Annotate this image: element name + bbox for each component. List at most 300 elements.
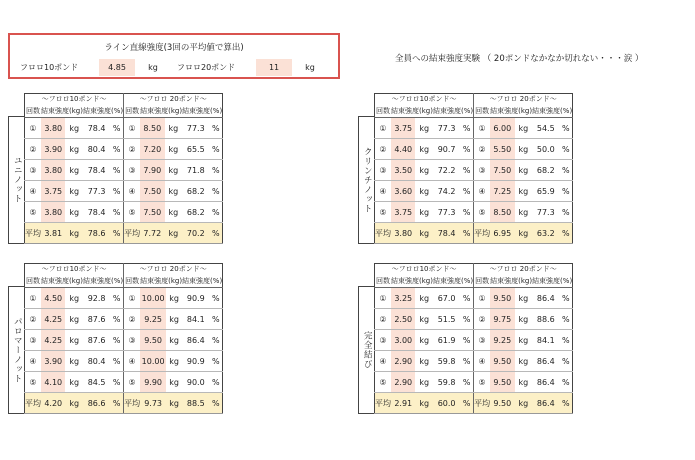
pct-unit: % (210, 309, 223, 330)
ratio-20lb-value: 88.6 (532, 309, 559, 330)
table-row (25, 309, 223, 330)
ratio-20lb-value: 71.8 (182, 160, 209, 181)
avg-ratio-10lb: 86.6 (83, 393, 110, 414)
kg-unit: kg (415, 118, 433, 139)
ratio-10lb-value: 67.0 (433, 288, 460, 309)
kg-unit: kg (166, 393, 182, 414)
avg-ratio-20lb: 63.2 (532, 223, 559, 244)
count-header: 回数 (474, 274, 491, 288)
strength-10lb-value: 2.90 (391, 351, 415, 372)
avg-ratio-20lb: 88.5 (182, 393, 209, 414)
strength-20lb-value: 8.50 (490, 202, 514, 223)
pct-unit: % (210, 393, 223, 414)
average-row (375, 393, 573, 414)
kg-unit: kg (415, 309, 433, 330)
kg-unit: kg (415, 181, 433, 202)
line-strength-summary (8, 33, 340, 79)
strength-20lb-value: 6.00 (490, 118, 514, 139)
kg-unit: kg (415, 288, 433, 309)
avg-strength-10lb: 2.91 (391, 393, 415, 414)
ratio-10lb-value: 51.5 (433, 309, 460, 330)
fluoro20-unit: kg (305, 62, 315, 72)
strength-10lb-value: 2.90 (391, 372, 415, 393)
kg-unit: kg (515, 160, 533, 181)
average-label: 平均 (375, 393, 392, 414)
ratio-20lb-value: 65.5 (182, 139, 209, 160)
avg-ratio-20lb: 70.2 (182, 223, 209, 244)
ratio-header: 結束強度(%) (83, 104, 124, 118)
group20-caption: 〜フロロ 20ポンド〜 (124, 264, 223, 275)
strength-20lb-value: 7.50 (490, 160, 514, 181)
pct-unit: % (460, 181, 473, 202)
kg-unit: kg (65, 139, 83, 160)
ratio-20lb-value: 86.4 (532, 351, 559, 372)
knot-table (24, 93, 223, 244)
strength-20lb-value: 9.50 (490, 351, 514, 372)
pct-unit: % (110, 372, 123, 393)
ratio-20lb-value: 84.1 (182, 309, 209, 330)
knot-name: パロマーノット (8, 286, 24, 414)
kg-unit: kg (415, 223, 433, 244)
trial-number: ① (375, 118, 392, 139)
kg-unit: kg (65, 372, 83, 393)
pct-unit: % (560, 223, 573, 244)
pct-unit: % (210, 181, 223, 202)
pct-unit: % (110, 202, 123, 223)
ratio-header: 結束強度(%) (182, 104, 223, 118)
pct-unit: % (110, 330, 123, 351)
pct-unit: % (460, 393, 473, 414)
pct-unit: % (460, 372, 473, 393)
ratio-20lb-value: 86.4 (532, 288, 559, 309)
ratio-20lb-value: 65.9 (532, 181, 559, 202)
kg-unit: kg (415, 160, 433, 181)
kg-unit: kg (65, 393, 83, 414)
kg-unit: kg (165, 181, 183, 202)
strength-20lb-value: 8.50 (140, 118, 164, 139)
trial-number: ⑤ (124, 202, 141, 223)
ratio-header: 結束強度(%) (83, 274, 124, 288)
pct-unit: % (460, 330, 473, 351)
average-label: 平均 (375, 223, 392, 244)
trial-number: ③ (25, 160, 42, 181)
table-row (25, 181, 223, 202)
trial-number: ④ (474, 351, 491, 372)
group20-caption: 〜フロロ 20ポンド〜 (474, 94, 573, 105)
group10-caption: 〜フロロ10ポンド〜 (41, 95, 107, 103)
pct-unit: % (110, 181, 123, 202)
table-row (375, 181, 573, 202)
kg-unit: kg (415, 372, 433, 393)
trial-number: ② (25, 139, 42, 160)
trial-number: ② (375, 139, 392, 160)
pct-unit: % (110, 393, 123, 414)
kg-unit: kg (415, 139, 433, 160)
avg-strength-10lb: 3.81 (41, 223, 65, 244)
strength-header: 結束強度(kg) (391, 104, 433, 118)
ratio-10lb-value: 80.4 (83, 351, 110, 372)
pct-unit: % (210, 118, 223, 139)
pct-unit: % (460, 139, 473, 160)
kg-unit: kg (165, 223, 183, 244)
kg-unit: kg (65, 351, 83, 372)
trial-number: ④ (375, 351, 392, 372)
kg-unit: kg (65, 223, 83, 244)
pct-unit: % (210, 160, 223, 181)
fluoro20-label: フロロ20ポンド (177, 62, 236, 72)
trial-number: ③ (124, 160, 141, 181)
table-row (25, 351, 223, 372)
ratio-header: 結束強度(%) (433, 104, 474, 118)
ratio-10lb-value: 72.2 (433, 160, 460, 181)
table-row (375, 372, 573, 393)
strength-20lb-value: 9.25 (490, 330, 514, 351)
knot-name: クリンチノット (358, 116, 374, 244)
strength-10lb-value: 4.40 (391, 139, 415, 160)
trial-number: ① (25, 288, 42, 309)
ratio-10lb-value: 84.5 (83, 372, 110, 393)
ratio-header: 結束強度(%) (433, 274, 474, 288)
trial-number: ② (25, 309, 42, 330)
pct-unit: % (460, 351, 473, 372)
ratio-header: 結束強度(%) (532, 274, 573, 288)
ratio-20lb-value: 68.2 (182, 202, 209, 223)
strength-20lb-value: 9.25 (140, 309, 166, 330)
strength-header: 結束強度(kg) (41, 274, 83, 288)
kg-unit: kg (515, 202, 533, 223)
ratio-header: 結束強度(%) (182, 274, 223, 288)
fluoro10-value: 4.85 (99, 59, 135, 76)
strength-10lb-value: 3.90 (41, 351, 65, 372)
trial-number: ② (375, 309, 392, 330)
pct-unit: % (460, 309, 473, 330)
kg-unit: kg (515, 223, 533, 244)
kg-unit: kg (166, 330, 182, 351)
kg-unit: kg (166, 309, 182, 330)
average-row (375, 223, 573, 244)
ratio-10lb-value: 78.4 (83, 202, 110, 223)
strength-20lb-value: 5.50 (490, 139, 514, 160)
kg-unit: kg (515, 330, 533, 351)
pct-unit: % (560, 202, 573, 223)
table-row (25, 372, 223, 393)
trial-number: ④ (124, 351, 141, 372)
trial-number: ⑤ (474, 372, 491, 393)
ratio-10lb-value: 61.9 (433, 330, 460, 351)
count-header: 回数 (474, 104, 491, 118)
strength-20lb-value: 7.90 (140, 160, 164, 181)
pct-unit: % (460, 160, 473, 181)
table-row (375, 330, 573, 351)
pct-unit: % (560, 309, 573, 330)
fluoro10-unit: kg (148, 62, 158, 72)
pct-unit: % (560, 330, 573, 351)
trial-number: ③ (474, 330, 491, 351)
kg-unit: kg (65, 330, 83, 351)
pct-unit: % (210, 372, 223, 393)
strength-10lb-value: 3.80 (41, 160, 65, 181)
strength-10lb-value: 3.75 (391, 118, 415, 139)
kg-unit: kg (515, 351, 533, 372)
strength-20lb-value: 9.75 (490, 309, 514, 330)
table-row (375, 309, 573, 330)
average-label: 平均 (25, 223, 42, 244)
kg-unit: kg (65, 288, 83, 309)
ratio-20lb-value: 90.9 (182, 351, 209, 372)
experiment-title: 全員への結束強度実験 （ 20ポンドなかなか切れない・・・涙 ） (395, 54, 644, 64)
knot-table (374, 93, 573, 244)
average-row (25, 393, 223, 414)
count-header: 回数 (124, 274, 141, 288)
strength-10lb-value: 3.90 (41, 139, 65, 160)
table-row (375, 202, 573, 223)
pct-unit: % (560, 393, 573, 414)
avg-ratio-20lb: 86.4 (532, 393, 559, 414)
ratio-10lb-value: 77.3 (433, 202, 460, 223)
avg-strength-10lb: 4.20 (41, 393, 65, 414)
pct-unit: % (110, 160, 123, 181)
strength-20lb-value: 9.50 (490, 372, 514, 393)
table-row (375, 160, 573, 181)
trial-number: ④ (474, 181, 491, 202)
strength-10lb-value: 3.75 (41, 181, 65, 202)
ratio-10lb-value: 77.3 (83, 181, 110, 202)
kg-unit: kg (165, 118, 183, 139)
ratio-10lb-value: 77.3 (433, 118, 460, 139)
summary-row (20, 58, 328, 76)
trial-number: ② (124, 309, 141, 330)
trial-number: ⑤ (375, 202, 392, 223)
kg-unit: kg (165, 139, 183, 160)
trial-number: ③ (124, 330, 141, 351)
trial-number: ④ (124, 181, 141, 202)
trial-number: ① (124, 288, 141, 309)
count-header: 回数 (25, 274, 42, 288)
trial-number: ① (474, 118, 491, 139)
trial-number: ③ (375, 160, 392, 181)
kg-unit: kg (165, 160, 183, 181)
strength-10lb-value: 2.50 (391, 309, 415, 330)
ratio-10lb-value: 74.2 (433, 181, 460, 202)
knot-table (24, 263, 223, 414)
pct-unit: % (110, 309, 123, 330)
pct-unit: % (460, 202, 473, 223)
trial-number: ④ (25, 351, 42, 372)
strength-header: 結束強度(kg) (490, 274, 532, 288)
strength-header: 結束強度(kg) (391, 274, 433, 288)
trial-number: ① (375, 288, 392, 309)
kg-unit: kg (65, 309, 83, 330)
count-header: 回数 (124, 104, 141, 118)
ratio-20lb-value: 77.3 (532, 202, 559, 223)
average-label: 平均 (124, 393, 141, 414)
pct-unit: % (560, 181, 573, 202)
ratio-10lb-value: 80.4 (83, 139, 110, 160)
pct-unit: % (560, 118, 573, 139)
strength-20lb-value: 7.25 (490, 181, 514, 202)
ratio-20lb-value: 90.9 (182, 288, 209, 309)
trial-number: ⑤ (25, 372, 42, 393)
kg-unit: kg (415, 202, 433, 223)
group20-caption: 〜フロロ 20ポンド〜 (474, 264, 573, 275)
kg-unit: kg (515, 139, 533, 160)
strength-10lb-value: 4.50 (41, 288, 65, 309)
strength-10lb-value: 4.25 (41, 330, 65, 351)
fluoro20-value: 11 (256, 59, 292, 76)
pct-unit: % (460, 223, 473, 244)
kg-unit: kg (515, 288, 533, 309)
knot-name: 完全結び (358, 286, 374, 414)
avg-ratio-10lb: 78.6 (83, 223, 110, 244)
trial-number: ① (25, 118, 42, 139)
count-header: 回数 (375, 104, 392, 118)
trial-number: ⑤ (124, 372, 141, 393)
ratio-10lb-value: 87.6 (83, 309, 110, 330)
ratio-10lb-value: 87.6 (83, 330, 110, 351)
ratio-20lb-value: 50.0 (532, 139, 559, 160)
strength-20lb-value: 10.00 (140, 351, 166, 372)
ratio-20lb-value: 86.4 (532, 372, 559, 393)
table-row (25, 118, 223, 139)
table-row (25, 330, 223, 351)
strength-10lb-value: 3.00 (391, 330, 415, 351)
average-label: 平均 (25, 393, 42, 414)
pct-unit: % (210, 223, 223, 244)
kg-unit: kg (166, 372, 182, 393)
kg-unit: kg (415, 393, 433, 414)
strength-20lb-value: 9.90 (140, 372, 166, 393)
pct-unit: % (460, 288, 473, 309)
average-label: 平均 (474, 223, 491, 244)
strength-header: 結束強度(kg) (490, 104, 532, 118)
trial-number: ③ (25, 330, 42, 351)
pct-unit: % (210, 330, 223, 351)
trial-number: ④ (375, 181, 392, 202)
kg-unit: kg (515, 372, 533, 393)
kg-unit: kg (65, 160, 83, 181)
trial-number: ⑤ (25, 202, 42, 223)
kg-unit: kg (515, 309, 533, 330)
pct-unit: % (110, 223, 123, 244)
pct-unit: % (560, 288, 573, 309)
kg-unit: kg (65, 118, 83, 139)
table-row (375, 288, 573, 309)
table-row (25, 202, 223, 223)
ratio-20lb-value: 68.2 (182, 181, 209, 202)
trial-number: ① (474, 288, 491, 309)
avg-ratio-10lb: 60.0 (433, 393, 460, 414)
strength-20lb-value: 7.50 (140, 181, 164, 202)
kg-unit: kg (515, 118, 533, 139)
avg-strength-10lb: 3.80 (391, 223, 415, 244)
knot-table (374, 263, 573, 414)
strength-20lb-value: 9.50 (140, 330, 166, 351)
table-row (25, 160, 223, 181)
trial-number: ① (124, 118, 141, 139)
trial-number: ④ (25, 181, 42, 202)
ratio-10lb-value: 90.7 (433, 139, 460, 160)
trial-number: ③ (474, 160, 491, 181)
ratio-20lb-value: 77.3 (182, 118, 209, 139)
knot-name: ユニノット (8, 116, 24, 244)
pct-unit: % (210, 139, 223, 160)
strength-10lb-value: 3.80 (41, 202, 65, 223)
strength-header: 結束強度(kg) (140, 104, 182, 118)
summary-title: ライン直線強度(3回の平均値で算出) (104, 43, 244, 53)
strength-10lb-value: 4.10 (41, 372, 65, 393)
fluoro10-label: フロロ10ポンド (20, 62, 79, 72)
pct-unit: % (110, 139, 123, 160)
kg-unit: kg (515, 181, 533, 202)
kg-unit: kg (415, 351, 433, 372)
ratio-20lb-value: 86.4 (182, 330, 209, 351)
strength-20lb-value: 7.50 (140, 202, 164, 223)
trial-number: ⑤ (474, 202, 491, 223)
strength-20lb-value: 7.20 (140, 139, 164, 160)
ratio-20lb-value: 90.0 (182, 372, 209, 393)
table-row (25, 139, 223, 160)
strength-header: 結束強度(kg) (41, 104, 83, 118)
kg-unit: kg (165, 202, 183, 223)
avg-strength-20lb: 9.73 (140, 393, 166, 414)
ratio-header: 結束強度(%) (532, 104, 573, 118)
strength-10lb-value: 3.50 (391, 160, 415, 181)
pct-unit: % (560, 139, 573, 160)
avg-strength-20lb: 9.50 (490, 393, 514, 414)
strength-10lb-value: 3.75 (391, 202, 415, 223)
strength-20lb-value: 10.00 (140, 288, 166, 309)
pct-unit: % (110, 351, 123, 372)
strength-20lb-value: 9.50 (490, 288, 514, 309)
pct-unit: % (210, 288, 223, 309)
ratio-10lb-value: 78.4 (83, 160, 110, 181)
table-row (375, 351, 573, 372)
ratio-20lb-value: 84.1 (532, 330, 559, 351)
pct-unit: % (460, 118, 473, 139)
ratio-20lb-value: 68.2 (532, 160, 559, 181)
ratio-10lb-value: 59.8 (433, 372, 460, 393)
kg-unit: kg (65, 202, 83, 223)
strength-10lb-value: 3.80 (41, 118, 65, 139)
pct-unit: % (560, 351, 573, 372)
average-label: 平均 (124, 223, 141, 244)
kg-unit: kg (65, 181, 83, 202)
ratio-10lb-value: 92.8 (83, 288, 110, 309)
group10-caption: 〜フロロ10ポンド〜 (41, 265, 107, 273)
pct-unit: % (560, 372, 573, 393)
average-row (25, 223, 223, 244)
pct-unit: % (110, 118, 123, 139)
strength-10lb-value: 3.25 (391, 288, 415, 309)
trial-number: ③ (375, 330, 392, 351)
trial-number: ② (474, 139, 491, 160)
count-header: 回数 (25, 104, 42, 118)
table-row (25, 288, 223, 309)
group10-caption: 〜フロロ10ポンド〜 (391, 95, 457, 103)
ratio-20lb-value: 54.5 (532, 118, 559, 139)
group20-caption: 〜フロロ 20ポンド〜 (124, 94, 223, 105)
avg-strength-20lb: 6.95 (490, 223, 514, 244)
avg-ratio-10lb: 78.4 (433, 223, 460, 244)
kg-unit: kg (515, 393, 533, 414)
strength-10lb-value: 3.60 (391, 181, 415, 202)
avg-strength-20lb: 7.72 (140, 223, 164, 244)
trial-number: ⑤ (375, 372, 392, 393)
pct-unit: % (560, 160, 573, 181)
count-header: 回数 (375, 274, 392, 288)
kg-unit: kg (166, 288, 182, 309)
table-row (375, 118, 573, 139)
